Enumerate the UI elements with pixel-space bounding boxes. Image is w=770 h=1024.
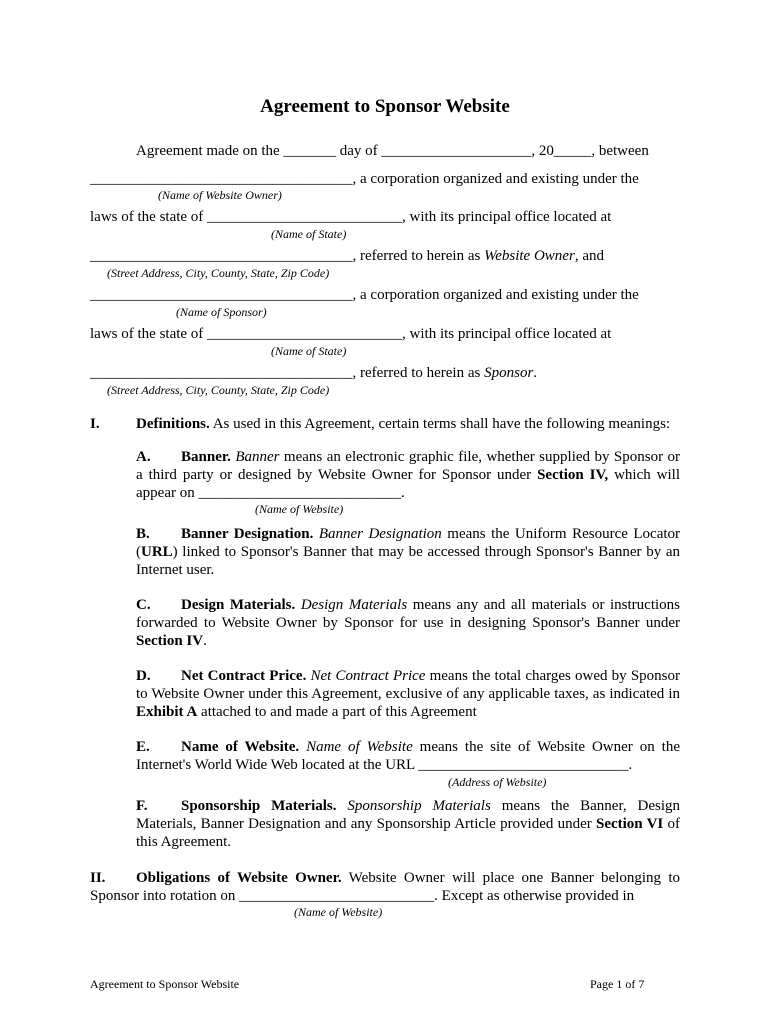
definition-b: B. Banner Designation. Banner Designation means the Uniform Resource Locator (URL) linked to Sponsor's Banner that may be accessed through Sponsor's Banner by an Internet user. bbox=[136, 526, 681, 578]
footer-title: Agreement to Sponsor Website bbox=[90, 977, 240, 991]
owner-address-caption: (Street Address, City, County, State, Zip Code) bbox=[107, 266, 330, 280]
sponsor-state-line: laws of the state of __________________________, with its principal office located at bbox=[90, 326, 612, 342]
section-2-paragraph: II. Obligations of Website Owner. Website Owner will place one Banner belonging to Sponsor into rotation on __________________________. Except as otherwise provided in bbox=[90, 870, 680, 904]
section-1-heading: I. Definitions. As used in this Agreement, certain terms shall have the following meanings: bbox=[90, 416, 671, 432]
definition-f: F. Sponsorship Materials. Sponsorship Materials means the Banner, Design Materials, Banner Designation and any Sponsorship Article provided under Section VI of this Agreement. bbox=[136, 798, 680, 850]
definition-e: E. Name of Website. Name of Website means the site of Website Owner on the Internet's World Wide Web located at the URL ____________________________. bbox=[136, 739, 680, 773]
owner-state-caption: (Name of State) bbox=[271, 227, 347, 241]
section-2-caption: (Name of Website) bbox=[294, 905, 383, 919]
owner-state-line: laws of the state of __________________________, with its principal office located at bbox=[90, 209, 612, 225]
sponsor-address-line: ___________________________________, referred to herein as Sponsor. bbox=[90, 365, 538, 381]
sponsor-name-caption: (Name of Sponsor) bbox=[176, 305, 267, 319]
definition-e-caption: (Address of Website) bbox=[448, 775, 547, 789]
sponsor-address-caption: (Street Address, City, County, State, Zip Code) bbox=[107, 383, 330, 397]
owner-address-line: ___________________________________, referred to herein as Website Owner, and bbox=[90, 248, 604, 264]
sponsor-state-caption: (Name of State) bbox=[271, 344, 347, 358]
page-number: Page 1 of 7 bbox=[590, 977, 645, 991]
owner-name-line: ___________________________________, a corporation organized and existing under the bbox=[90, 171, 639, 187]
owner-name-caption: (Name of Website Owner) bbox=[158, 188, 282, 202]
definition-c: C. Design Materials. Design Materials means any and all materials or instructions forwarded to Website Owner by Sponsor for use in designing Sponsor's Banner under Section IV. bbox=[136, 597, 680, 649]
definition-a: A. Banner. Banner means an electronic graphic file, whether supplied by Sponsor or a third party or designed by Website Owner for Sponsor under Section IV, which will appear on ___________________________. bbox=[136, 449, 680, 501]
definition-d: D. Net Contract Price. Net Contract Price means the total charges owed by Sponsor to Website Owner under this Agreement, exclusive of any applicable taxes, as indicated in Exhibit A attached to and made a part of this Agreement bbox=[136, 668, 680, 720]
sponsor-name-line: ___________________________________, a corporation organized and existing under the bbox=[90, 287, 639, 303]
definition-a-caption: (Name of Website) bbox=[255, 502, 344, 516]
document-title: Agreement to Sponsor Website bbox=[260, 96, 510, 117]
preamble-line-1: Agreement made on the _______ day of ____________________, 20_____, between bbox=[136, 143, 649, 159]
